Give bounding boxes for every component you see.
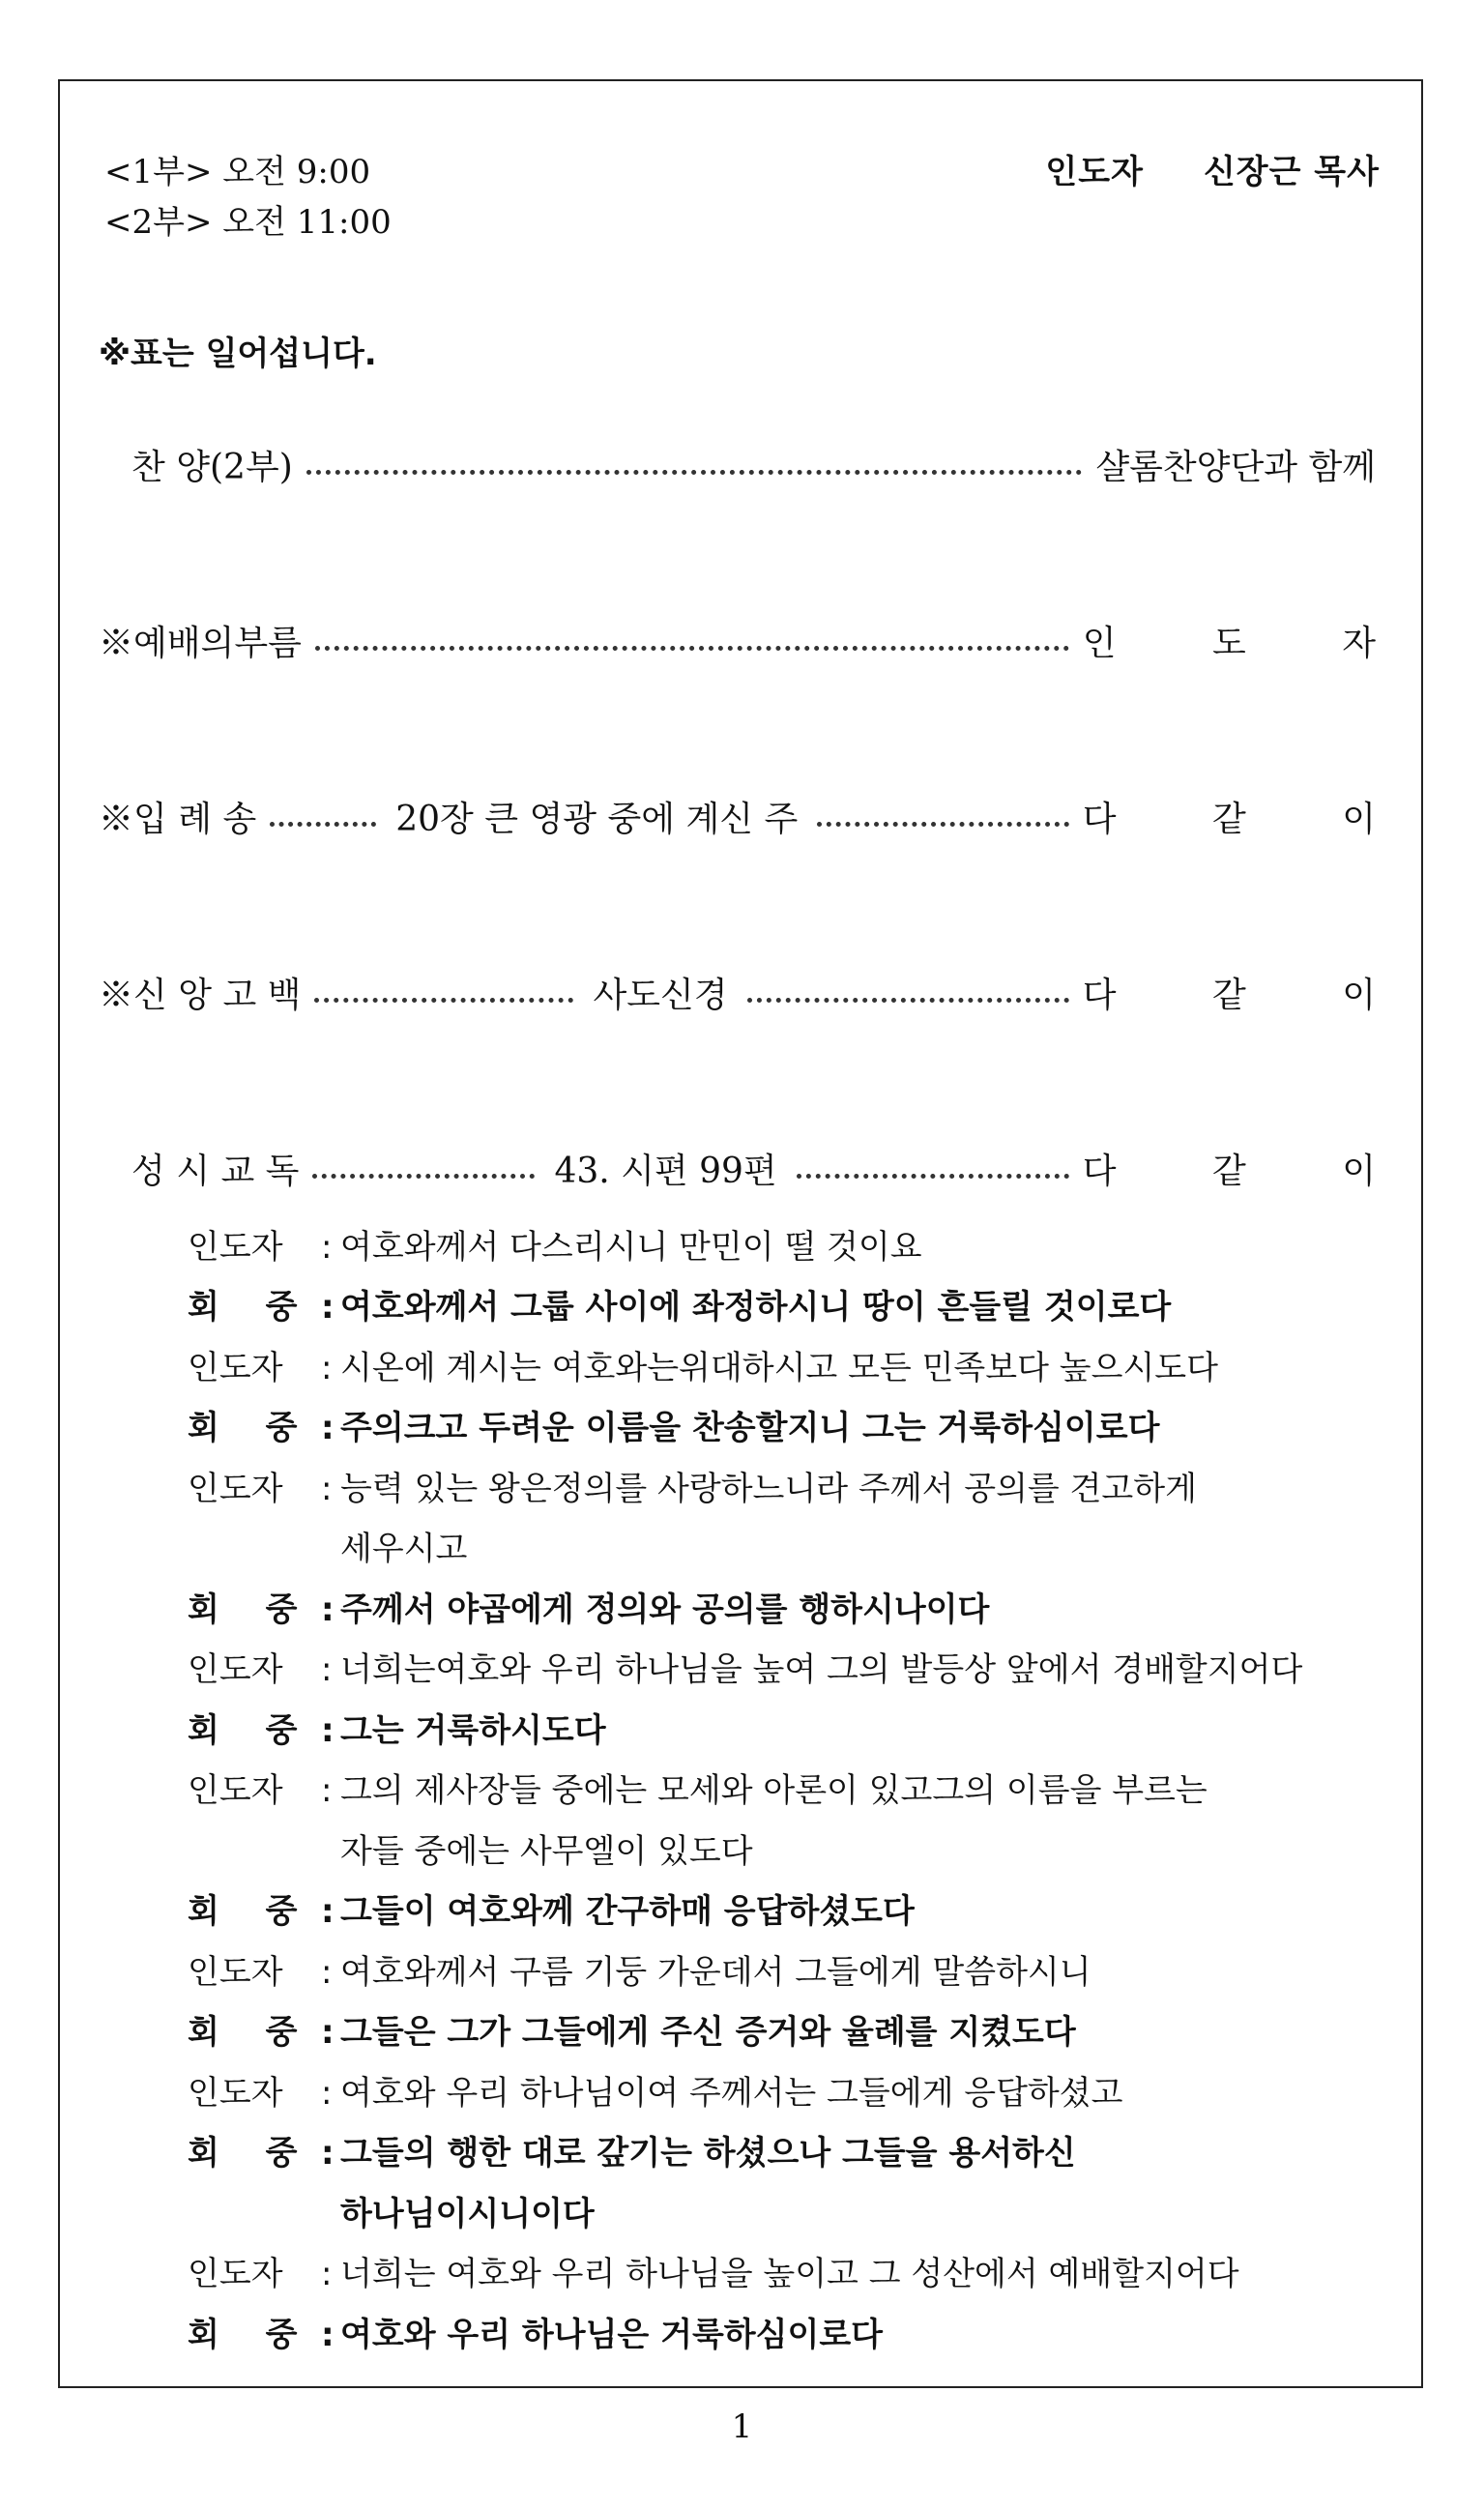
- order-row-praise: [99, 441, 1376, 487]
- reading-line: 인도자 : 시온에 계시는 여호와는위대하시고 모든 민족보다 높으시도다: [188, 1349, 1218, 1387]
- dot-leader: [270, 822, 376, 827]
- reading-speaker: 인도자: [188, 1228, 283, 1267]
- order-label: 성 시 교 독: [131, 1151, 300, 1191]
- reading-speaker: 인도자: [188, 1470, 283, 1508]
- dot-leader: [312, 1174, 535, 1179]
- order-who: 다 같 이: [1082, 975, 1418, 1015]
- reading-line: 회 중 : 그들은 그가 그들에게 주신 증거와 율례를 지켰도다: [188, 2013, 1076, 2052]
- service-time-part1: <1부> 오전 9:00: [104, 153, 371, 191]
- page-number: 1: [731, 2407, 753, 2446]
- order-row-creed: [99, 969, 1418, 1015]
- reading-text: 주의크고 두려운 이름을 찬송할지니 그는 거룩하심이로다: [340, 1409, 1160, 1447]
- reading-speaker: 회 중: [188, 1288, 315, 1327]
- dot-leader: [797, 1174, 1069, 1179]
- reading-speaker: 인도자: [188, 1650, 283, 1689]
- reading-text: 여호와께서 구름 기둥 가운데서 그들에게 말씀하시니: [340, 1953, 1091, 1992]
- order-row-responsive-reading: [99, 1145, 1418, 1191]
- dot-leader: [314, 998, 573, 1003]
- dot-leader: [315, 646, 1069, 651]
- dot-leader: [817, 822, 1069, 827]
- order-who: 다 같 이: [1082, 799, 1418, 839]
- reading-text: 시온에 계시는 여호와는위대하시고 모든 민족보다 높으시도다: [340, 1349, 1218, 1387]
- order-row-call-to-worship: [99, 617, 1418, 663]
- reading-speaker: 회 중: [188, 1711, 315, 1750]
- reading-speaker: 인도자: [188, 2255, 283, 2293]
- reading-speaker: 회 중: [188, 2316, 315, 2354]
- reading-line: 회 중 : 그는 거룩하시도다: [188, 1711, 606, 1750]
- leader-name: 신장근 목사: [1203, 153, 1380, 191]
- reading-line: 회 중 : 주께서 야곱에게 정의와 공의를 행하시나이다: [188, 1590, 990, 1629]
- reading-text: 그는 거룩하시도다: [340, 1711, 606, 1750]
- service-time-part2: <2부> 오전 11:00: [104, 203, 392, 242]
- reading-line: 인도자 : 너희는여호와 우리 하나님을 높여 그의 발등상 앞에서 경배할지어다: [188, 1650, 1303, 1689]
- reading-line: 회 중 : 주의크고 두려운 이름을 찬송할지니 그는 거룩하심이로다: [188, 1409, 1160, 1447]
- reading-line-continued: 자들 중에는 사무엘이 있도다: [340, 1832, 753, 1871]
- order-middle: 43. 시편 99편: [554, 1151, 777, 1191]
- reading-line: 인도자 : 여호와 우리 하나님이여 주께서는 그들에게 응답하셨고: [188, 2074, 1123, 2113]
- order-label: ※예배의부름: [99, 623, 302, 663]
- reading-text: 여호와 우리 하나님은 거룩하심이로다: [340, 2316, 884, 2354]
- order-label: 찬 양(2부): [131, 447, 293, 487]
- reading-speaker: 인도자: [188, 1771, 283, 1810]
- reading-speaker: 인도자: [188, 2074, 283, 2113]
- reading-text: 그의 제사장들 중에는 모세와 아론이 있고그의 이름을 부르는: [340, 1771, 1208, 1810]
- reading-text: 그들은 그가 그들에게 주신 증거와 율례를 지켰도다: [340, 2013, 1076, 2052]
- reading-text: 주께서 야곱에게 정의와 공의를 행하시나이다: [340, 1590, 990, 1629]
- order-who: 다 같 이: [1082, 1151, 1418, 1191]
- order-label: ※신 앙 고 백: [99, 975, 302, 1015]
- reading-text: 여호와께서 다스리시니 만민이 떨 것이요: [340, 1228, 922, 1267]
- reading-line: 회 중 : 그들의 행한 대로 갚기는 하셨으나 그들을 용서하신: [188, 2134, 1076, 2173]
- reading-speaker: 회 중: [188, 1590, 315, 1629]
- reading-line: 인도자 : 그의 제사장들 중에는 모세와 아론이 있고그의 이름을 부르는: [188, 1771, 1208, 1810]
- order-who: 인 도 자: [1082, 623, 1418, 663]
- leader-label: 인도자: [1045, 153, 1144, 191]
- dot-leader: [747, 998, 1069, 1003]
- reading-text: 그들이 여호와께 간구하매 응답하셨도다: [340, 1892, 915, 1931]
- order-middle: 20장 큰 영광 중에 계신 주: [395, 799, 799, 839]
- reading-line-continued: 세우시고: [340, 1530, 468, 1568]
- reading-speaker: 인도자: [188, 1953, 283, 1992]
- reading-line: 회 중 : 여호와께서 그룹 사이에 좌정하시니 땅이 흔들릴 것이로다: [188, 1288, 1172, 1327]
- reading-speaker: 회 중: [188, 1409, 315, 1447]
- reading-line-continued: 하나님이시니이다: [340, 2195, 595, 2233]
- order-who: 샬롬찬양단과 함께: [1095, 447, 1376, 487]
- reading-text: 너희는여호와 우리 하나님을 높여 그의 발등상 앞에서 경배할지어다: [340, 1650, 1303, 1689]
- reading-line: 회 중 : 그들이 여호와께 간구하매 응답하셨도다: [188, 1892, 915, 1931]
- reading-text: 그들의 행한 대로 갚기는 하셨으나 그들을 용서하신: [340, 2134, 1076, 2173]
- leader-info: [1045, 145, 1380, 192]
- reading-line: 인도자 : 너희는 여호와 우리 하나님을 높이고 그 성산에서 예배할지어다: [188, 2255, 1239, 2293]
- order-label: ※입 례 송: [99, 799, 257, 839]
- reading-speaker: 회 중: [188, 1892, 315, 1931]
- order-middle: 사도신경: [593, 975, 728, 1015]
- reading-text: 너희는 여호와 우리 하나님을 높이고 그 성산에서 예배할지어다: [340, 2255, 1239, 2293]
- stand-note: ※표는 일어섭니다.: [99, 335, 377, 373]
- dot-leader: [306, 470, 1083, 475]
- reading-line: 인도자 : 여호와께서 다스리시니 만민이 떨 것이요: [188, 1228, 922, 1267]
- order-row-introit: [99, 793, 1418, 839]
- reading-line: 회 중 : 여호와 우리 하나님은 거룩하심이로다: [188, 2316, 884, 2354]
- reading-line: 인도자 : 여호와께서 구름 기둥 가운데서 그들에게 말씀하시니: [188, 1953, 1091, 1992]
- reading-text: 여호와 우리 하나님이여 주께서는 그들에게 응답하셨고: [340, 2074, 1123, 2113]
- reading-text: 여호와께서 그룹 사이에 좌정하시니 땅이 흔들릴 것이로다: [340, 1288, 1172, 1327]
- reading-speaker: 회 중: [188, 2134, 315, 2173]
- reading-speaker: 회 중: [188, 2013, 315, 2052]
- reading-text: 능력 있는 왕은정의를 사랑하느니라 주께서 공의를 견고하게: [340, 1470, 1197, 1508]
- reading-speaker: 인도자: [188, 1349, 283, 1387]
- reading-line: 인도자 : 능력 있는 왕은정의를 사랑하느니라 주께서 공의를 견고하게: [188, 1470, 1197, 1508]
